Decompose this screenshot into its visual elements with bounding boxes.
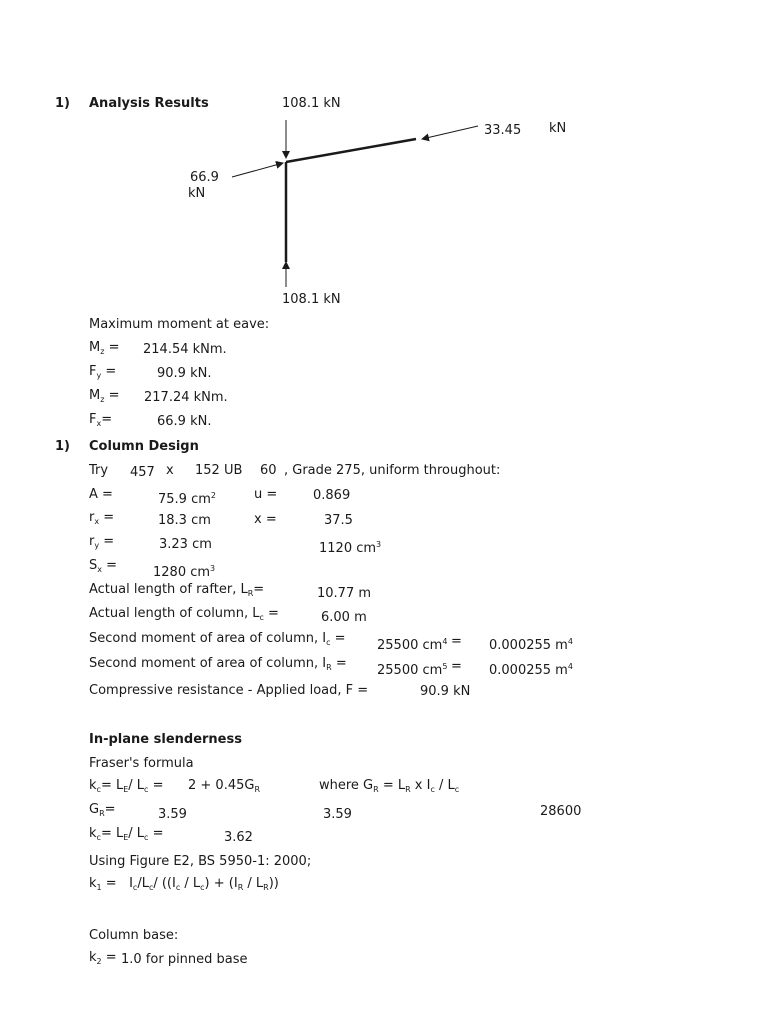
sx-label: $S_x$ = xyxy=(89,558,118,574)
max-moment-heading: Maximum moment at eave: xyxy=(89,317,270,332)
gr-label: $G_R=$ xyxy=(89,802,116,818)
compressive-label: Compressive resistance - Applied load, F = xyxy=(89,683,369,698)
right-load-value: 33.45 xyxy=(484,123,522,138)
sx-value: 1280 $cm^3$ xyxy=(153,564,216,580)
ic-label: Second moment of area of column, $I_c$ = xyxy=(89,631,346,647)
ic-equals: = xyxy=(451,634,462,649)
rx-label: $r_x$ = xyxy=(89,510,115,526)
section-2-title: Column Design xyxy=(89,439,199,454)
section-depth: 457 xyxy=(130,465,155,480)
x-value: 37.5 xyxy=(324,513,353,528)
u-label: u = xyxy=(254,487,278,502)
result-row-value: 66.9 kN. xyxy=(157,414,212,429)
k2-label: $k_2$ = xyxy=(89,950,117,966)
kc-formula: $2 + 0.45G_R$ xyxy=(188,778,261,794)
gr-value-2: 3.59 xyxy=(323,807,352,822)
ir-value-m: 0.000255 $m^4$ xyxy=(489,662,573,678)
result-row-value: 90.9 kN. xyxy=(157,366,212,381)
rafter-member xyxy=(286,139,416,162)
ic-value: 25500 $cm^4$ xyxy=(377,637,448,653)
left-load-value: 66.9 xyxy=(190,170,219,185)
ir-equals: = xyxy=(451,659,462,674)
result-row-symbol: $F_y$ = xyxy=(89,364,117,380)
x-label: x = xyxy=(254,512,277,527)
section-1-title: Analysis Results xyxy=(89,96,209,111)
gr-where-clause: where $G_R = L_R$ x $I_c / L_c$ xyxy=(319,778,460,794)
result-row-symbol: $M_z$ = xyxy=(89,388,120,404)
kc-result-label: $k_c= L_E/$ $L_c$ = xyxy=(89,826,164,842)
u-value: 0.869 xyxy=(313,488,351,503)
result-row-value: 214.54 kNm. xyxy=(143,342,227,357)
ry-label: $r_y$ = xyxy=(89,534,115,550)
ic-value-m: 0.000255 $m^4$ xyxy=(489,637,573,653)
bottom-load-label: 108.1 kN xyxy=(282,292,341,307)
rafter-length-label: Actual length of rafter, $L_R=$ xyxy=(89,582,265,598)
slenderness-heading: In-plane slenderness xyxy=(89,732,242,747)
k2-value: 1.0 for pinned base xyxy=(121,952,248,967)
gr-value-3: 28600 xyxy=(540,804,582,819)
result-row-symbol: $M_z$ = xyxy=(89,340,120,356)
ir-value: 25500 $cm^5$ xyxy=(377,662,448,678)
k1-formula: $k_1$ = $I_c/L_c/$ $((I_c / L_c) + (I_R / L_R))$ xyxy=(89,876,279,892)
result-row-symbol: $F_x=$ xyxy=(89,412,113,428)
times-sign: x xyxy=(166,463,174,478)
result-row-value: 217.24 kNm. xyxy=(144,390,228,405)
section-1-number: 1) xyxy=(55,96,70,111)
column-length-value: 6.00 m xyxy=(321,610,367,625)
ry-extra-value: 1120 $cm^3$ xyxy=(319,540,382,556)
section-mass: 60 xyxy=(260,463,277,478)
rafter-length-value: 10.77 m xyxy=(317,586,372,601)
ir-label: Second moment of area of column, $I_R$ = xyxy=(89,656,347,672)
right-load-unit: kN xyxy=(549,121,567,136)
column-base-heading: Column base: xyxy=(89,928,179,943)
top-load-label: 108.1 kN xyxy=(282,96,341,111)
section-width: 152 UB xyxy=(195,463,243,478)
grade-text: , Grade 275, uniform throughout: xyxy=(284,463,501,478)
kc-definition: $k_c= L_E/$ $L_c$ = xyxy=(89,778,164,794)
right-load-arrow xyxy=(422,126,478,139)
area-label: A = xyxy=(89,487,113,502)
fraser-label: Fraser's formula xyxy=(89,756,194,771)
column-length-label: Actual length of column, $L_c$ = xyxy=(89,606,279,622)
gr-value-1: 3.59 xyxy=(158,807,187,822)
kc-result-value: 3.62 xyxy=(224,830,253,845)
compressive-value: 90.9 kN xyxy=(420,684,471,699)
section-2-number: 1) xyxy=(55,439,70,454)
area-value: 75.9 $cm^2$ xyxy=(158,491,216,507)
rx-value: 18.3 cm xyxy=(158,513,211,528)
left-load-unit: kN xyxy=(188,186,206,201)
left-load-arrow xyxy=(232,163,283,177)
figure-reference: Using Figure E2, BS 5950-1: 2000; xyxy=(89,854,312,869)
ry-value: 3.23 cm xyxy=(159,537,212,552)
try-label: Try xyxy=(89,463,109,478)
